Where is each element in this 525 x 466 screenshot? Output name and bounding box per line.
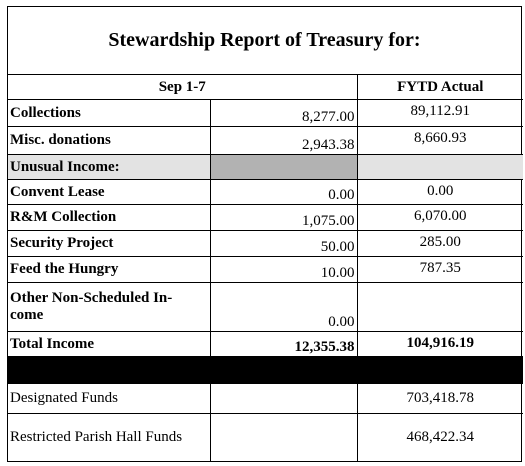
row-label: Designated Funds xyxy=(8,384,210,414)
row-amount: 10.00 xyxy=(210,257,357,283)
row-label-line-2: come xyxy=(10,307,44,323)
treasury-table xyxy=(8,75,523,461)
row-label xyxy=(8,283,210,332)
table-row-rm-collection xyxy=(8,205,523,231)
row-amount: 8,277.00 xyxy=(210,100,357,127)
row-label: Security Project xyxy=(8,231,210,257)
table-row-convent-lease xyxy=(8,180,523,205)
stewardship-report xyxy=(7,6,522,462)
row-ytd: 8,660.93 xyxy=(357,127,523,155)
total-amount: 12,355.38 xyxy=(210,332,357,357)
row-amount: 2,943.38 xyxy=(210,127,357,155)
row-amount: 1,075.00 xyxy=(210,205,357,231)
row-ytd: 787.35 xyxy=(357,257,523,283)
total-label: Total Income xyxy=(8,332,210,357)
period-header: Sep 1-7 xyxy=(8,75,357,100)
row-label: Feed the Hungry xyxy=(8,257,210,283)
table-row-collections xyxy=(8,100,523,127)
row-ytd: 0.00 xyxy=(357,180,523,205)
row-label: Misc. donations xyxy=(8,127,210,155)
ytd-header: FYTD Actual xyxy=(357,75,523,100)
report-title: Stewardship Report of Treasury for: xyxy=(8,7,521,75)
row-amount: 0.00 xyxy=(210,180,357,205)
row-ytd: 468,422.34 xyxy=(357,414,523,461)
table-row-total-income xyxy=(8,332,523,357)
row-label-line-1: Other Non-Scheduled In- xyxy=(10,290,173,306)
table-row-restricted-parish-hall xyxy=(8,414,523,461)
table-row-misc-donations xyxy=(8,127,523,155)
row-ytd xyxy=(357,283,523,332)
table-row-unusual-income xyxy=(8,155,523,180)
separator-cell xyxy=(8,357,523,384)
row-ytd: 89,112.91 xyxy=(357,100,523,127)
row-label: R&M Collection xyxy=(8,205,210,231)
row-ytd: 6,070.00 xyxy=(357,205,523,231)
table-row-feed-the-hungry xyxy=(8,257,523,283)
section-shaded-cell xyxy=(210,155,357,180)
row-amount: 0.00 xyxy=(210,283,357,332)
table-row-other-non-scheduled xyxy=(8,283,523,332)
section-empty-cell xyxy=(357,155,523,180)
row-label: Collections xyxy=(8,100,210,127)
row-amount xyxy=(210,414,357,461)
row-label: Convent Lease xyxy=(8,180,210,205)
row-ytd: 285.00 xyxy=(357,231,523,257)
row-ytd: 703,418.78 xyxy=(357,384,523,414)
table-row-designated-funds xyxy=(8,384,523,414)
total-ytd: 104,916.19 xyxy=(357,332,523,357)
row-label: Restricted Parish Hall Funds xyxy=(8,414,210,461)
row-amount: 50.00 xyxy=(210,231,357,257)
separator-bar xyxy=(8,357,523,384)
table-header-row xyxy=(8,75,523,100)
table-row-security-project xyxy=(8,231,523,257)
section-label: Unusual Income: xyxy=(8,155,210,180)
row-amount xyxy=(210,384,357,414)
